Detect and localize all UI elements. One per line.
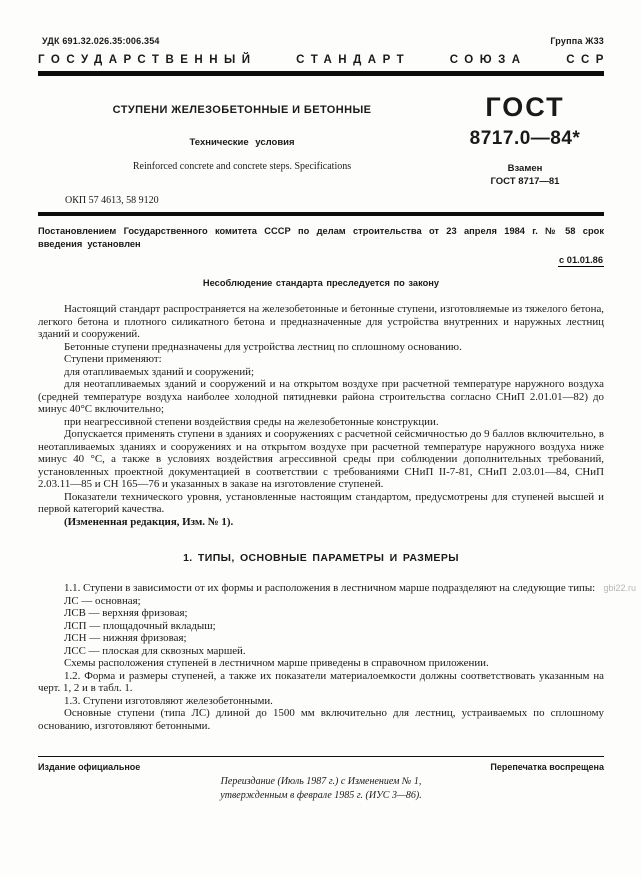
intro-paragraph: Показатели технического уровня, установленные настоящим стандартом, предусмотрены для ступеней высшей и первой категорий качества. (38, 490, 604, 515)
section-1-heading: 1. ТИПЫ, ОСНОВНЫЕ ПАРАМЕТРЫ И РАЗМЕРЫ (183, 552, 459, 564)
intro-paragraph: для неотапливаемых зданий и сооружений и на открытом воздухе при расчетной температуре наружного воздуха (средней температуре воздуха наиболее холодной пятидневки района строительства согласно СНиП 2.01.01—82) до минус 40°С включительно; (38, 378, 604, 415)
step-type-item: ЛСВ — верхняя фризовая; (64, 607, 188, 619)
reissue-line-1: Переиздание (Июль 1987 г.) с Изменением № 1, (220, 776, 422, 787)
intro-paragraph: для отапливаемых зданий и сооружений; (64, 365, 255, 378)
section-paragraph: Основные ступени (типа ЛС) длиной до 1500 мм включительно для лестниц, устраиваемых по сплошному основанию, изготовляют бетонными. (38, 707, 604, 732)
intro-paragraph: Допускается применять ступени в зданиях и сооружениях с расчетной сейсмичностью до 9 баллов включительно, в неотапливаемых зданиях и сооружениях и на открытом воздухе при расчетной температуре наружного воздуха ниже минус 40 °С, а также в условиях воздействия агрессивной среды при соблюдении дополнительных требований, установленных проектной документацией в соответствии с требованиями СНиП II-7-81, СНиП 2.03.01—84, СНиП 2.03.11—85 и СН 165—76 и указанных в заказе на изготовление ступеней. (38, 428, 604, 490)
gost-designation-block (446, 94, 604, 187)
step-type-item: ЛСС — плоская для сквозных маршей. (64, 644, 246, 657)
reissue-line-2: утвержденным в феврале 1985 г. (ИУС 3—86). (220, 789, 422, 801)
document-title: СТУПЕНИ ЖЕЛЕЗОБЕТОННЫЕ И БЕТОННЫЕ (112, 104, 372, 116)
document-title-english: Reinforced concrete and concrete steps. Specifications (132, 161, 352, 172)
gost-label: ГОСТ (485, 92, 565, 122)
intro-paragraph: Бетонные ступени предназначены для устройства лестниц по сплошному основанию. (64, 340, 462, 353)
second-thick-rule (38, 212, 604, 216)
top-thick-rule (38, 71, 604, 76)
org-word-1: ГОСУДАРСТВЕННЫЙ (38, 54, 257, 66)
effective-date-row (38, 255, 604, 265)
replaces-label: Взамен (507, 163, 543, 174)
org-word-4: ССР (566, 54, 610, 66)
official-edition-label: Издание официальное (38, 762, 141, 772)
amendment-note: (Измененная редакция, Изм. № 1). (64, 515, 234, 528)
reprint-prohibited-label: Перепечатка воспрещена (490, 762, 604, 772)
intro-section (38, 303, 604, 528)
state-standard-header (38, 54, 610, 66)
title-left-column (38, 94, 446, 187)
effective-date: с 01.01.86 (559, 255, 603, 265)
document-subtitle: Технические условия (189, 137, 295, 148)
intro-paragraph: при неагрессивной степени воздействия среды на железобетонные конструкции. (64, 415, 439, 428)
org-word-2: СТАНДАРТ (296, 54, 411, 66)
replaces-number: ГОСТ 8717—81 (490, 176, 560, 187)
intro-paragraph: Настоящий стандарт распространяется на железобетонные и бетонные ступени, изготовляемые из тяжелого бетона, легкого бетона и плотного силикатного бетона и предназначенные для устройства внутренних и наружных лестниц зданий и сооружений. (38, 303, 604, 340)
section-paragraph: Схемы расположения ступеней в лестничном марше приведены в справочном приложении. (64, 657, 489, 669)
gost-number: 8717.0—84* (469, 128, 581, 149)
org-word-3: СОЮЗА (449, 54, 527, 66)
watermark-text: gbi22.ru (603, 583, 636, 593)
title-block (38, 94, 604, 187)
top-meta-row (38, 36, 604, 46)
reissue-note (38, 775, 604, 802)
law-notice: Несоблюдение стандарта преследуется по закону (202, 278, 440, 288)
decree-text: Постановлением Государственного комитета СССР по делам строительства от 23 апреля 1984 г. № 58 срок введения установлен (38, 226, 604, 249)
group-code: Группа Ж33 (550, 36, 604, 46)
intro-paragraph: Ступени применяют: (64, 353, 162, 365)
step-type-item: ЛСН — нижняя фризовая; (64, 632, 187, 644)
udk-code: УДК 691.32.026.35:006.354 (42, 36, 160, 46)
step-type-item: ЛС — основная; (64, 594, 141, 607)
section-paragraph: 1.2. Форма и размеры ступеней, а также их показатели материалоемкости должны соответствовать указанным на черт. 1, 2 и в табл. 1. (38, 669, 604, 694)
okp-code: ОКП 57 4613, 58 9120 (65, 195, 159, 206)
section-paragraph: 1.3. Ступени изготовляют железобетонными. (64, 694, 273, 707)
footer-row (38, 762, 604, 772)
step-type-item: ЛСП — площадочный вкладыш; (64, 619, 216, 632)
section-1-body (38, 582, 604, 732)
footer-rule (38, 756, 604, 757)
section-paragraph: 1.1. Ступени в зависимости от их формы и расположения в лестничном марше подразделяют на следующие типы: (64, 582, 596, 594)
